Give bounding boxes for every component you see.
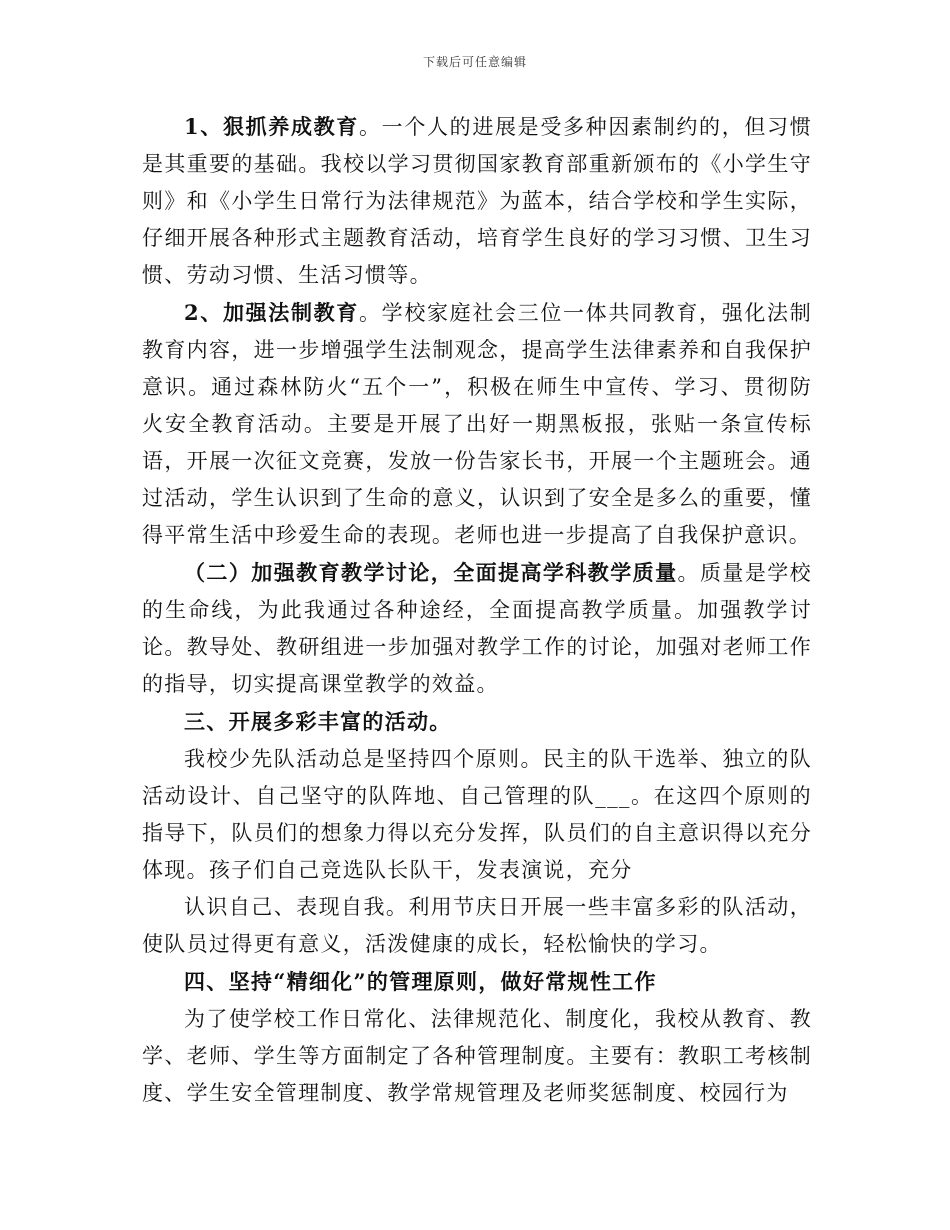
- section-heading-4-text: 四、坚持“精细化”的管理原则，做好常规性工作: [184, 969, 657, 994]
- paragraph-3-heading: （二）加强教育教学讨论，全面提高学科教学质量: [184, 560, 678, 585]
- paragraph-4: [142, 741, 812, 889]
- section-heading-3-text: 三、开展多彩丰富的活动。: [184, 709, 452, 734]
- paragraph-1: [142, 108, 812, 294]
- paragraph-6: [142, 1001, 812, 1112]
- document-body: [142, 108, 812, 1112]
- section-heading-3: [142, 703, 812, 741]
- paragraph-2-heading: 2、加强法制教育: [184, 300, 359, 325]
- paragraph-5-text: 认识自己、表现自我。利用节庆日开展一些丰富多彩的队活动，使队员过得更有意义，活泼健康的成长，轻松愉快的学习。: [142, 895, 812, 956]
- paragraph-3-text: 。质量是学校的生命线，为此我通过各种途经，全面提高教学质量。加强教学讨论。教导处、教研组进一步加强对教学工作的讨论，加强对老师工作的指导，切实提高课堂教学的效益。: [142, 561, 812, 696]
- paragraph-2: [142, 294, 812, 554]
- paragraph-1-text: 。一个人的进展是受多种因素制约的，但习惯是其重要的基础。我校以学习贯彻国家教育部重新颁布的《小学生守则》和《小学生日常行为法律规范》为蓝本，结合学校和学生实际，仔细开展各种形式主题教育活动，培育学生良好的学习习惯、卫生习惯、劳动习惯、生活习惯等。: [142, 115, 813, 287]
- section-heading-4: [142, 963, 812, 1001]
- paragraph-2-text: 。学校家庭社会三位一体共同教育，强化法制教育内容，进一步增强学生法制观念，提高学生法律素养和自我保护意识。通过森林防火“五个一”，积极在师生中宣传、学习、贯彻防火安全教育活动。主要是开展了出好一期黑板报，张贴一条宣传标语，开展一次征文竞赛，发放一份告家长书，开展一个主题班会。通过活动，学生认识到了生命的意义，认识到了安全是多么的重要，懂得平常生活中珍爱生命的表现。老师也进一步提高了自我保护意识。: [142, 301, 813, 547]
- paragraph-5: [142, 889, 812, 963]
- page-header: 下载后可任意编辑: [422, 55, 527, 69]
- paragraph-1-heading: 1、狠抓养成教育: [184, 114, 359, 139]
- paragraph-6-text: 为了使学校工作日常化、法律规范化、制度化，我校从教育、教学、老师、学生等方面制定了各种管理制度。主要有：教职工考核制度、学生安全管理制度、教学常规管理及老师奖惩制度、校园行为: [142, 1007, 812, 1105]
- paragraph-4-text: 我校少先队活动总是坚持四个原则。民主的队干选举、独立的队活动设计、自己坚守的队阵地、自己管理的队___。在这四个原则的指导下，队员们的想象力得以充分发挥，队员们的自主意识得以充分体现。孩子们自己竞选队长队干，发表演说，充分: [142, 747, 812, 882]
- paragraph-3: [142, 554, 812, 703]
